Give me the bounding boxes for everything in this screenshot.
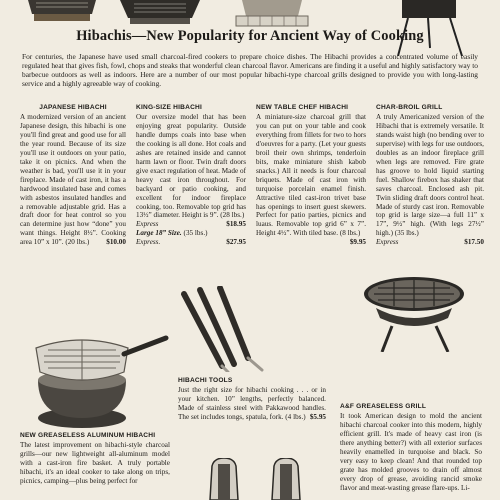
table-chef-pair-photo <box>190 458 320 500</box>
hibachi-tools-heading: HIBACHI TOOLS <box>178 377 233 384</box>
aluminum-hibachi-section <box>20 432 170 486</box>
king-size-large-express-line <box>136 238 246 247</box>
hibachi-tools-description: Just the right size for hibachi cooking . . . or in your kitchen. 10” lengths, perfectly balanced. Made of stainless steel with Pakkawood handles. The set includes tongs, spatula, fork. (4 lbs.) <box>178 386 326 421</box>
af-greaseless-grill-photo <box>356 272 474 352</box>
king-size-large-detail: (35 lbs.) <box>183 229 208 238</box>
king-size-express-price: $18.95 <box>226 220 246 229</box>
page-title: Hibachis—New Popularity for Ancient Way of Cooking <box>76 28 424 44</box>
af-greaseless-grill-section <box>340 403 482 493</box>
hibachi-tools-section <box>178 377 326 422</box>
king-size-hibachi-section <box>136 104 246 247</box>
king-size-large-price: $27.95 <box>226 238 246 247</box>
japanese-hibachi-price: $10.00 <box>106 238 126 247</box>
char-broil-grill-description: A truly Americanized version of the Hibachi that is extremely versatile. It stands waist high (no bending over to supervise) with legs for use outdoors, doubles as an indoor fireplace grill when legs are removed. Fire grate has groove to hold liquid starting fuel. Shallow firebox has shaker that saves charcoal. Enclosed ash pit. Twin sliding draft doors control heat. Made of sturdy cast iron. Removable top grid is large size—a full 11” x 17”, 9½” high. (With legs 27½” high.) (35 lbs.) <box>376 113 484 238</box>
japanese-hibachi-photo <box>22 0 102 24</box>
table-chef-hibachi-price: $9.95 <box>349 238 366 247</box>
king-size-hibachi-description: Our oversize model that has been enjoying great popularity. Outside handle dumps coals into base when the cooking is all done. Hot coals and ashes are retained inside and cannot harm lawn or floor. Twin draft doors give exact regulation of heat. Made of heavy cast iron throughout. For backyard or patio cooking, and excellent for indoor fireplace cooking, too. Removable top grid has 13½” diameter. Height is 9”. (28 lbs.) <box>136 113 246 220</box>
japanese-hibachi-heading: JAPANESE HIBACHI <box>39 104 107 111</box>
aluminum-hibachi-heading: NEW GREASELESS ALUMINUM HIBACHI <box>20 432 156 439</box>
king-size-large-express-label: Express. <box>136 238 161 247</box>
aluminum-hibachi-description: The latest improvement on hibachi-style charcoal grills—our new lightweight all-aluminum model with a cast-iron fire basket. A truly portable hibachi, it's an ideal cooker to take along on trips, picnics, camping—plus being perfect for <box>20 441 170 485</box>
japanese-hibachi-section <box>20 104 126 247</box>
japanese-hibachi-description: A modernized version of an ancient Japanese design, this hibachi is one you'll find great and good use for all the year round. Because of its size you'll use it outdoors on your patio, take it on picnics. And when the weather is bad, you'll use it in your fireplace. Made of cast iron, it has a hardwood insulated base and comes with asbestos insulated handles and a removable adjustable grid. Has a draft door for heat control so you can determine just how “done” you want things. Height 8½”. Cooking area 10” x 10”. (20 lbs.) <box>20 113 126 247</box>
hibachi-tools-price: $5.95 <box>309 412 326 421</box>
table-chef-hibachi-section <box>256 104 366 247</box>
king-size-hibachi-heading: KING-SIZE HIBACHI <box>136 104 203 111</box>
king-size-large-line <box>136 229 246 238</box>
king-size-express-label: Express <box>136 220 159 229</box>
hibachi-tools-photo <box>178 286 268 372</box>
king-size-large-label: Large 18” Size. <box>136 229 182 238</box>
table-chef-hibachi-heading: NEW TABLE CHEF HIBACHI <box>256 104 349 111</box>
char-broil-grill-heading: CHAR-BROIL GRILL <box>376 104 443 111</box>
af-greaseless-grill-description: It took American design to mold the ancient hibachi charcoal cooker into this modern, highly efficient grill. It's made of heavy cast iron (is there anything better?) with all exterior surfaces heavily enamelled in turquoise and black. So very easy to keep clean! And that rounded top grate has molded grooves to drain off almost every drop of grease, avoiding rancid smoke flavor and meat-wasting grease flare-ups. Li- <box>340 412 482 492</box>
char-broil-grill-section <box>376 104 484 247</box>
char-broil-express-label: Express <box>376 238 399 247</box>
aluminum-hibachi-photo <box>20 310 170 430</box>
table-chef-hibachi-photo <box>228 0 316 28</box>
king-size-express-line <box>136 220 246 229</box>
king-size-hibachi-photo <box>120 0 200 26</box>
intro-paragraph: For centuries, the Japanese have used small charcoal-fired cookers to prepare choice dishes. The Hibachi provides a concentrated volume of easily regulated heat that gives fish, fowl, chops and steaks that wonderful clean charcoal flavor. Americans are finding it a useful and highly satisfactory way to barbecue outdoors as well as indoors. Here are a number of our most popular hibachi-type charcoal grills designed to provide you with long-lasting service and a highly agreeable way of cooking. <box>22 52 478 89</box>
af-greaseless-grill-heading: A&F GREASELESS GRILL <box>340 403 427 410</box>
char-broil-price-line <box>376 238 484 247</box>
char-broil-price: $17.50 <box>464 238 484 247</box>
table-chef-hibachi-description: A miniature-size charcoal grill that you can put on your table and cook everything from fillets for two to hors d'oeuvres for a party. (Let your guests broil their own shrimps, tenderloin bits, make miniature shish kabob snacks.) All it needs is four charcoal briquets. Made of cast iron with turquoise porcelain enamel finish. Attractive tiled cast-iron trivet base has openings to insert guest skewers. Perfect for patio parties, picnics and luaus. Removable top grid 6” x 7”. Height 4½”. With tiled base. (8 lbs.) <box>256 113 366 238</box>
